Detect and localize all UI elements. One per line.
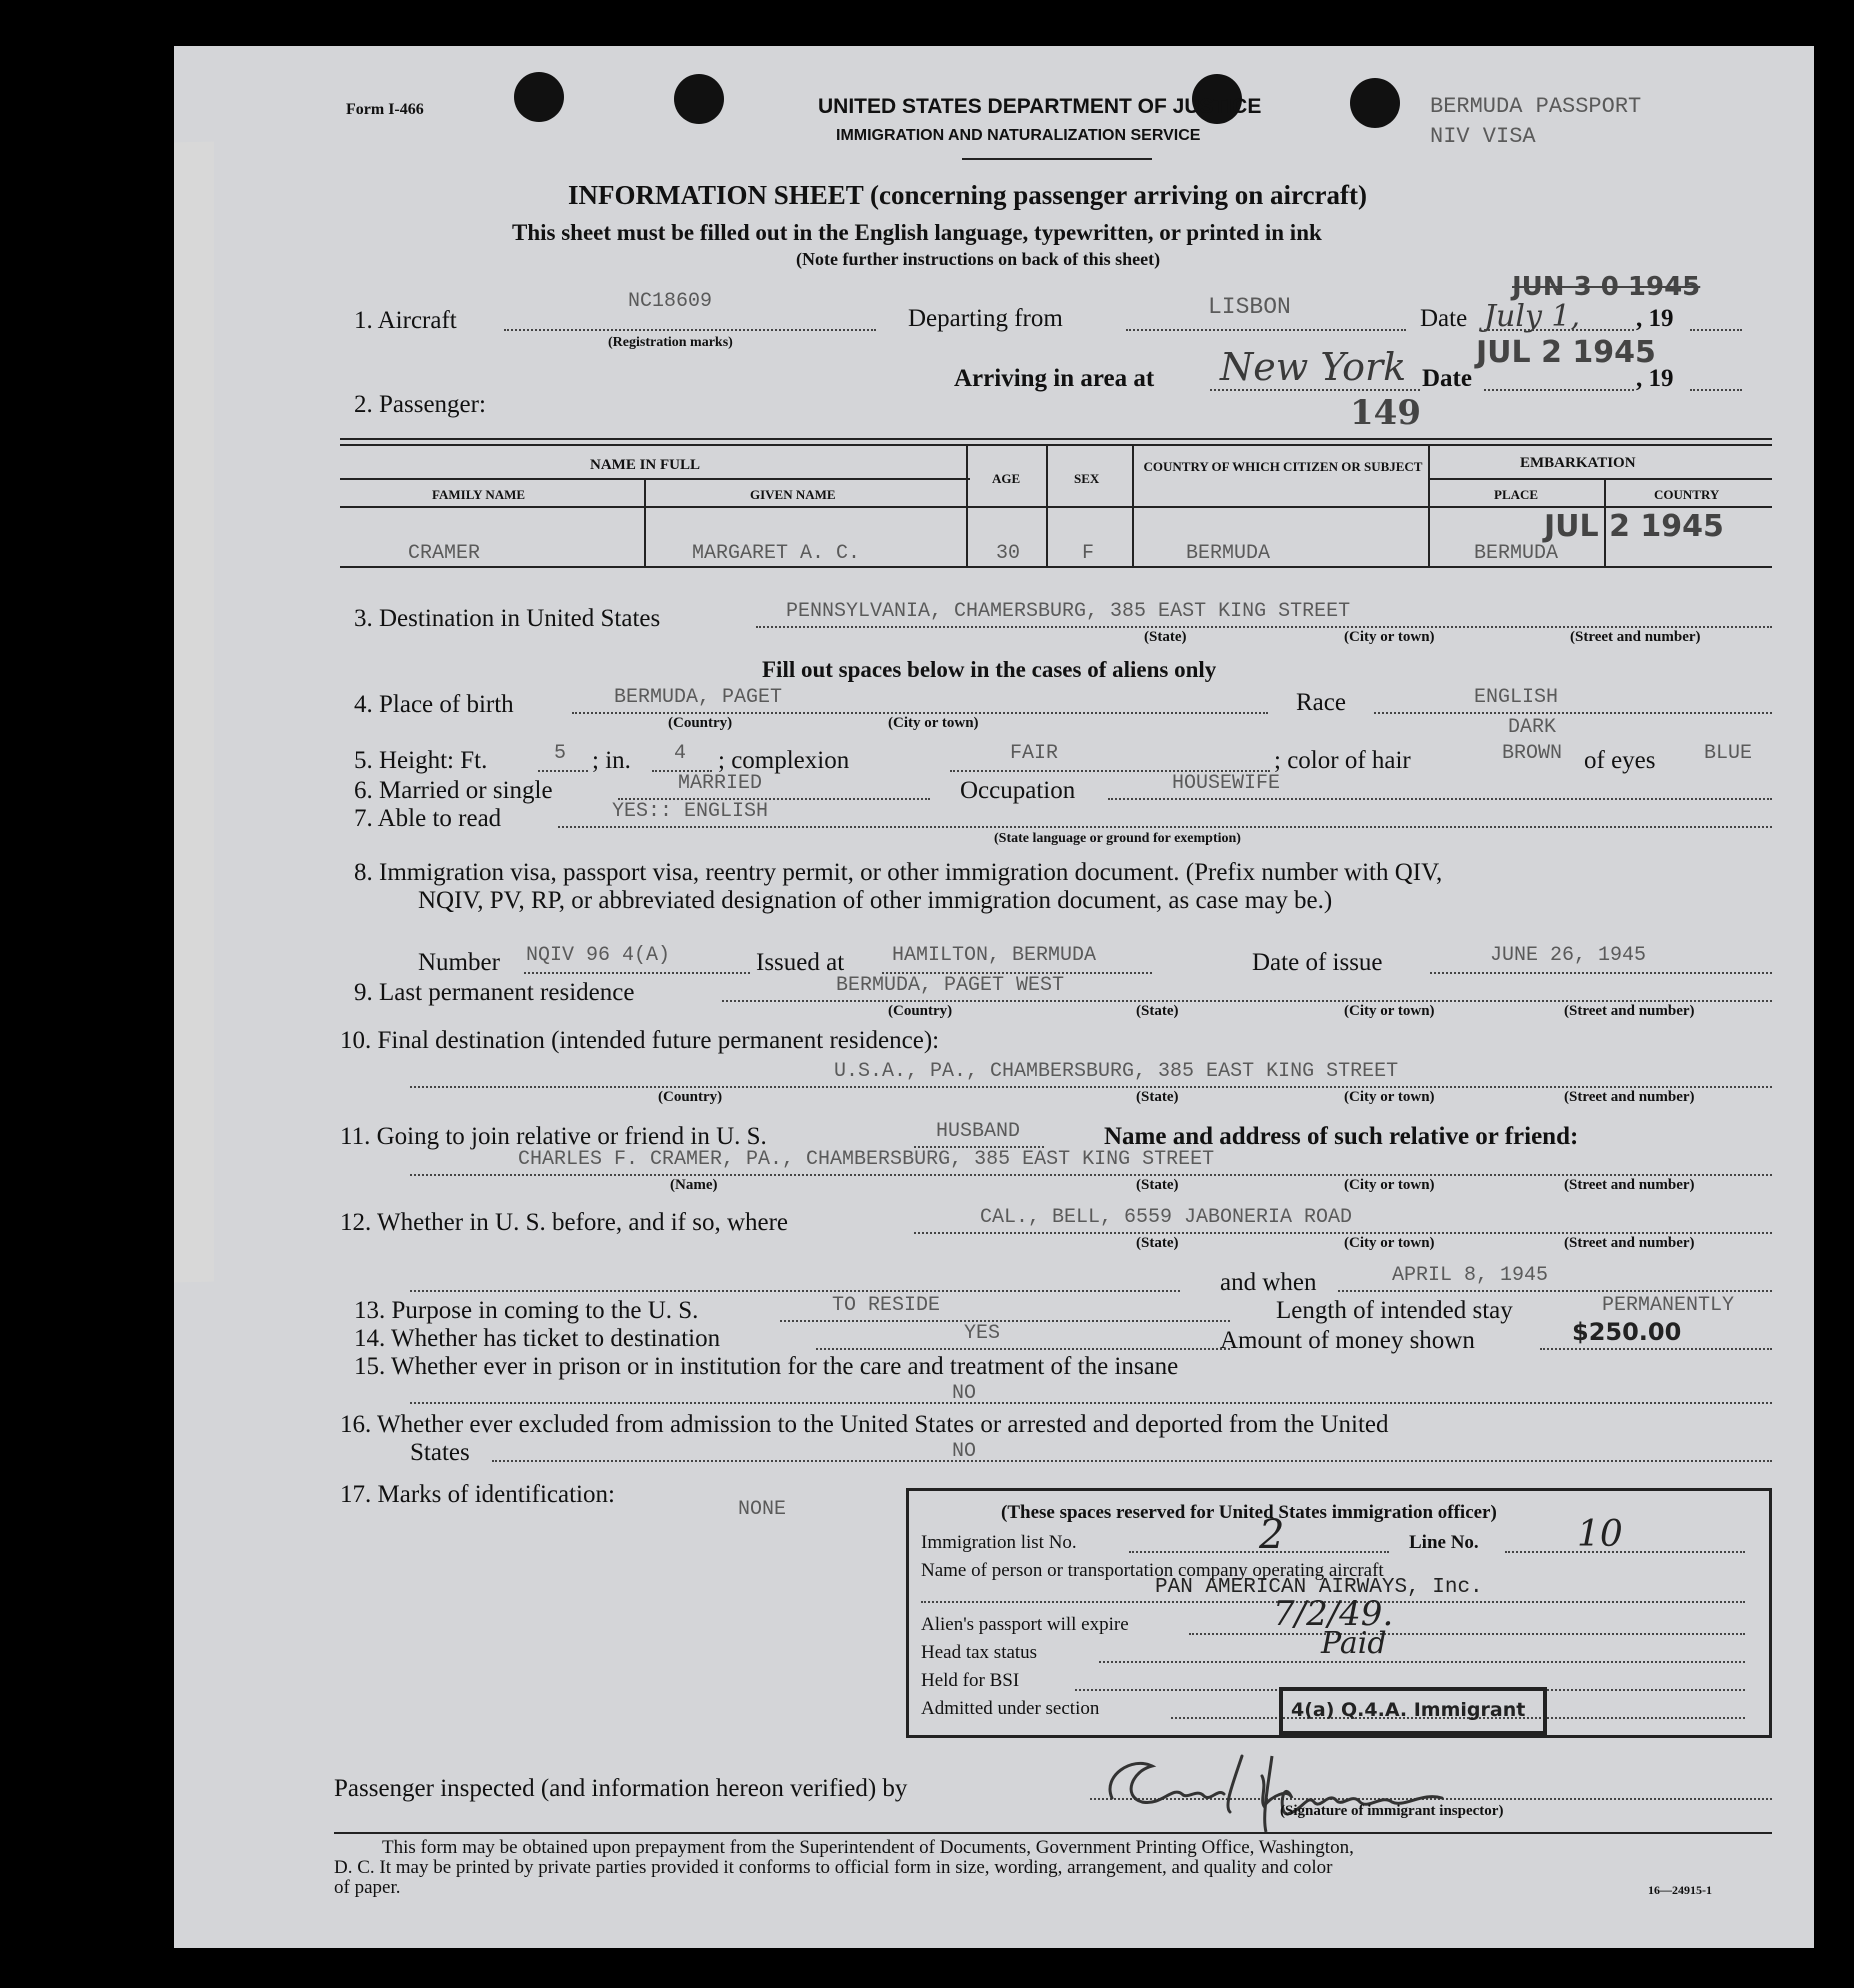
service-title: IMMIGRATION AND NATURALIZATION SERVICE xyxy=(836,127,1201,144)
embark-place-value: BERMUDA xyxy=(1474,542,1559,565)
residence-value: BERMUDA, PAGET WEST xyxy=(836,974,1065,997)
hair-label: ; color of hair xyxy=(1274,747,1411,774)
document-number-label: Number xyxy=(418,949,500,976)
year-suffix: , 19 xyxy=(1636,305,1674,332)
age-value: 30 xyxy=(996,542,1021,565)
header-name-in-full: NAME IN FULL xyxy=(590,457,701,473)
header-age: AGE xyxy=(992,471,1021,486)
prior-sub-city: (City or town) xyxy=(1344,1235,1435,1251)
marks-label: 17. Marks of identification: xyxy=(340,1481,615,1508)
header-family-name: FAMILY NAME xyxy=(432,487,526,502)
date-handwritten: July 1, xyxy=(1484,299,1581,334)
relative-sub-name: (Name) xyxy=(670,1177,718,1193)
excluded-label-line1: 16. Whether ever excluded from admission to the United States or arrested and deported from the United xyxy=(340,1411,1389,1438)
admitted-label: Admitted under section xyxy=(921,1698,1100,1719)
stay-label: Length of intended stay xyxy=(1276,1297,1513,1324)
final-sub-city: (City or town) xyxy=(1344,1089,1435,1105)
height-label: 5. Height: Ft. xyxy=(354,747,488,774)
form-sheet xyxy=(174,46,1814,1948)
aliens-only-heading: Fill out spaces below in the cases of aliens only xyxy=(762,657,1217,682)
header-country: COUNTRY OF WHICH CITIZEN OR SUBJECT xyxy=(1143,459,1423,474)
birth-city-sub: (City or town) xyxy=(888,715,979,731)
departing-label: Departing from xyxy=(908,305,1063,332)
height-ft-value: 5 xyxy=(554,742,567,765)
departing-value: LISBON xyxy=(1208,294,1291,320)
residence-sub-city: (City or town) xyxy=(1344,1003,1435,1019)
relative-sub-state: (State) xyxy=(1136,1177,1179,1193)
header-place: PLACE xyxy=(1494,487,1539,502)
final-sub-state: (State) xyxy=(1136,1089,1179,1105)
aircraft-label: 1. Aircraft xyxy=(354,307,457,334)
form-number: Form I-466 xyxy=(346,101,424,118)
footer-line-2: D. C. It may be printed by private parties provided it conforms to official form in size, wording, arrangement, and quality and color xyxy=(334,1857,1333,1878)
inspected-label: Passenger inspected (and information hereon verified) by xyxy=(334,1775,908,1802)
embark-stamp: JUL 2 1945 xyxy=(1544,509,1724,544)
given-name-value: MARGARET A. C. xyxy=(692,542,861,565)
punch-hole xyxy=(514,72,564,122)
date2-stamp: JUL 2 1945 xyxy=(1476,335,1656,370)
passport-expire-label: Alien's passport will expire xyxy=(921,1614,1129,1635)
birth-place-label: 4. Place of birth xyxy=(354,691,514,718)
aircraft-value: NC18609 xyxy=(628,290,713,313)
family-name-value: CRAMER xyxy=(408,542,481,565)
final-sub-country: (Country) xyxy=(658,1089,723,1105)
complexion-value: FAIR xyxy=(1010,742,1059,765)
admitted-stamp-text: 4(a) Q.4.A. Immigrant xyxy=(1291,1699,1526,1721)
relative-address-value: CHARLES F. CRAMER, PA., CHAMBERSBURG, 385 EAST KING STREET xyxy=(518,1148,1215,1171)
prior-when-value: APRIL 8, 1945 xyxy=(1392,1264,1549,1287)
note-passport: BERMUDA PASSPORT xyxy=(1430,94,1642,119)
page-title: INFORMATION SHEET (concerning passenger arriving on aircraft) xyxy=(568,180,1367,210)
header-given-name: GIVEN NAME xyxy=(750,487,836,502)
head-tax-label: Head tax status xyxy=(921,1642,1038,1663)
read-sub: (State language or ground for exemption) xyxy=(994,831,1241,846)
ticket-value: YES xyxy=(964,1322,1001,1345)
read-value: YES:: ENGLISH xyxy=(612,800,769,823)
final-sub-street: (Street and number) xyxy=(1564,1089,1695,1105)
year2-suffix: , 19 xyxy=(1636,365,1674,392)
occupation-value: HOUSEWIFE xyxy=(1172,772,1281,795)
eyes-label: of eyes xyxy=(1584,747,1656,774)
document-label-line1: 8. Immigration visa, passport visa, reentry permit, or other immigration document. (Prefix number with QIV, xyxy=(354,859,1443,886)
document-label-line2: NQIV, PV, RP, or abbreviated designation of other immigration document, as case may be.) xyxy=(418,887,1333,914)
race-value: ENGLISH xyxy=(1474,686,1559,709)
date-label: Date xyxy=(1420,305,1468,332)
destination-value: PENNSYLVANIA, CHAMERSBURG, 385 EAST KING STREET xyxy=(786,600,1351,623)
date2-label: Date xyxy=(1422,365,1472,392)
excluded-label-line2: States xyxy=(410,1439,470,1466)
eyes-value: BLUE xyxy=(1704,742,1753,765)
officer-box xyxy=(906,1488,1772,1738)
line-no-value: 10 xyxy=(1577,1514,1623,1555)
hair-color-top: DARK xyxy=(1508,716,1557,739)
residence-sub-street: (Street and number) xyxy=(1564,1003,1695,1019)
purpose-label: 13. Purpose in coming to the U. S. xyxy=(354,1297,699,1324)
marital-label: 6. Married or single xyxy=(354,777,553,804)
money-value: $250.00 xyxy=(1572,1318,1682,1346)
list-no-label: Immigration list No. xyxy=(921,1532,1077,1553)
residence-sub-country: (Country) xyxy=(888,1003,953,1019)
aircraft-sub: (Registration marks) xyxy=(608,335,733,350)
purpose-value: TO RESIDE xyxy=(832,1294,941,1317)
sequence-stamp: 149 xyxy=(1350,393,1421,433)
passport-expire-value: 7/2/49. xyxy=(1273,1594,1394,1634)
footer-line-1: This form may be obtained upon prepayment from the Superintendent of Documents, Government Printing Office, Washington, xyxy=(382,1837,1354,1858)
bsi-label: Held for BSI xyxy=(921,1670,1020,1691)
footer-line-3: of paper. xyxy=(334,1877,401,1898)
sub-street: (Street and number) xyxy=(1570,629,1701,645)
prison-label: 15. Whether ever in prison or in institution for the care and treatment of the insane xyxy=(354,1353,1179,1380)
relative-sub-city: (City or town) xyxy=(1344,1177,1435,1193)
relative-sub-street: (Street and number) xyxy=(1564,1177,1695,1193)
note-line: (Note further instructions on back of this sheet) xyxy=(796,249,1161,269)
prior-visit-value: CAL., BELL, 6559 JABONERIA ROAD xyxy=(980,1206,1353,1229)
date-stamp: JUN 3 0 1945 xyxy=(1512,272,1701,302)
marital-value: MARRIED xyxy=(678,772,763,795)
header-embarkation: EMBARKATION xyxy=(1520,455,1636,471)
sub-state: (State) xyxy=(1144,629,1187,645)
subtitle: This sheet must be filled out in the English language, typewritten, or printed in ink xyxy=(512,220,1322,245)
inspector-signature xyxy=(1092,1736,1472,1836)
prison-value: NO xyxy=(952,1382,977,1405)
header-emb-country: COUNTRY xyxy=(1654,487,1720,502)
issued-value: HAMILTON, BERMUDA xyxy=(892,944,1097,967)
issue-date-label: Date of issue xyxy=(1252,949,1383,976)
form-code: 16—24915-1 xyxy=(1648,1883,1712,1897)
height-in-value: 4 xyxy=(674,742,687,765)
issue-date-value: JUNE 26, 1945 xyxy=(1490,944,1647,967)
complexion-label: ; complexion xyxy=(718,747,850,774)
list-no-value: 2 xyxy=(1259,1512,1285,1558)
prior-sub-street: (Street and number) xyxy=(1564,1235,1695,1251)
occupation-label: Occupation xyxy=(960,777,1076,804)
document-number-value: NQIV 96 4(A) xyxy=(526,944,671,967)
arriving-value: New York xyxy=(1220,345,1407,389)
company-value: PAN AMERICAN AIRWAYS, Inc. xyxy=(1155,1576,1483,1599)
excluded-value: NO xyxy=(952,1440,977,1463)
hair-color-value: BROWN xyxy=(1502,742,1563,765)
final-destination-label: 10. Final destination (intended future permanent residence): xyxy=(340,1027,940,1054)
punch-hole xyxy=(1350,78,1400,128)
marks-value: NONE xyxy=(738,1498,787,1521)
company-label: Name of person or transportation company operating aircraft xyxy=(921,1560,1384,1581)
final-destination-value: U.S.A., PA., CHAMBERSBURG, 385 EAST KING STREET xyxy=(834,1060,1399,1083)
relative-label: 11. Going to join relative or friend in U. S. xyxy=(340,1123,767,1150)
issued-label: Issued at xyxy=(756,949,845,976)
residence-label: 9. Last permanent residence xyxy=(354,979,635,1006)
relative-value: HUSBAND xyxy=(936,1120,1021,1143)
height-in-label: ; in. xyxy=(592,747,631,774)
head-tax-value: Paid xyxy=(1321,1626,1387,1661)
line-no-label: Line No. xyxy=(1409,1532,1479,1553)
prior-sub-state: (State) xyxy=(1136,1235,1179,1251)
residence-sub-state: (State) xyxy=(1136,1003,1179,1019)
race-label: Race xyxy=(1296,689,1346,716)
arriving-label: Arriving in area at xyxy=(954,365,1155,392)
read-label: 7. Able to read xyxy=(354,805,502,832)
note-visa: NIV VISA xyxy=(1430,124,1536,149)
birth-country-sub: (Country) xyxy=(668,715,733,731)
stay-value: PERMANENTLY xyxy=(1602,1294,1735,1317)
passenger-label: 2. Passenger: xyxy=(354,391,486,418)
ticket-label: 14. Whether has ticket to destination xyxy=(354,1325,721,1352)
prior-when-label: and when xyxy=(1220,1269,1317,1296)
citizen-country-value: BERMUDA xyxy=(1186,542,1271,565)
prior-visit-label: 12. Whether in U. S. before, and if so, where xyxy=(340,1209,789,1236)
officer-header: (These spaces reserved for United States immigration officer) xyxy=(1001,1502,1497,1523)
header-sex: SEX xyxy=(1074,471,1100,486)
punch-hole xyxy=(674,74,724,124)
money-label: Amount of money shown xyxy=(1220,1327,1475,1354)
destination-label: 3. Destination in United States xyxy=(354,605,661,632)
birth-place-value: BERMUDA, PAGET xyxy=(614,686,783,709)
inspector-signature-sub: (Signature of immigrant inspector) xyxy=(1280,1803,1504,1819)
admitted-stamp xyxy=(1279,1687,1547,1735)
agency-title: UNITED STATES DEPARTMENT OF JUSTICE xyxy=(818,95,1262,118)
sex-value: F xyxy=(1082,542,1095,565)
relative-name-label: Name and address of such relative or friend: xyxy=(1104,1123,1579,1150)
sub-city: (City or town) xyxy=(1344,629,1435,645)
